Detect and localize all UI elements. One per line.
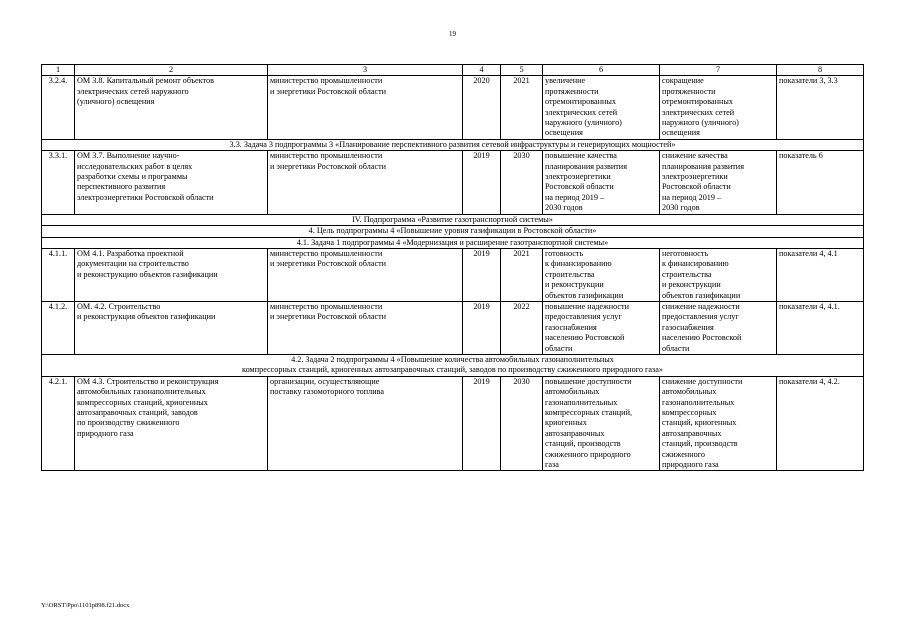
section-heading-row [42, 237, 864, 248]
consequence-cell-line: наружного (уличного) [662, 118, 739, 128]
result-cell-line: станций, производств [545, 439, 621, 449]
result-cell-line: газоснабжения [545, 322, 597, 332]
result-cell-line: протяженности [545, 86, 599, 96]
event-cell-line: электроэнергетики Ростовской области [77, 192, 214, 202]
section-heading-row [42, 226, 864, 237]
result-cell-line: к финансированию [545, 259, 612, 269]
indicators-cell: показатель 6 [777, 151, 864, 214]
event-cell-line: ОМ 3.8. Капитальный ремонт объектов [77, 76, 214, 86]
result-cell-line: электроэнергетики [545, 172, 611, 182]
end-year: 2022 [501, 301, 543, 354]
consequence-cell-line: станций, производств [662, 439, 738, 449]
end-year: 2030 [501, 376, 543, 471]
event-cell-line: по производству сжиженного [77, 418, 180, 428]
start-year: 2019 [463, 248, 501, 301]
result-cell [543, 301, 660, 354]
executor-cell [268, 151, 463, 214]
result-cell-line: населению Ростовской [545, 333, 625, 343]
header-cell: 3 [268, 65, 463, 76]
result-cell-line: газа [545, 460, 559, 470]
result-cell-line: повышение доступности [545, 376, 632, 386]
consequence-cell-line: автозаправочных [662, 428, 722, 438]
consequence-cell-line: Ростовской области [662, 182, 731, 192]
consequence-cell-line: станций, криогенных [662, 418, 737, 428]
event-cell-line: разработки схемы и программы [77, 172, 188, 182]
event-cell-line: перспективного развития [77, 182, 166, 192]
end-year: 2021 [501, 76, 543, 139]
section-heading [42, 354, 864, 376]
indicators-cell: показатели 4, 4.1. [777, 301, 864, 354]
executor-cell [268, 301, 463, 354]
result-cell-line: освещения [545, 128, 583, 138]
plan-table [41, 64, 864, 471]
consequence-cell-line: и реконструкции [662, 280, 721, 290]
event-cell [75, 301, 268, 354]
indicators-cell: показатели 4, 4.1 [777, 248, 864, 301]
consequence-cell-line: предоставления услуг [662, 312, 739, 322]
row-number: 4.1.1. [42, 248, 75, 301]
event-cell-line: исследовательских работ в целях [77, 161, 193, 171]
event-cell-line: автомобильных газонаполнительных [77, 387, 206, 397]
executor-cell-line: министерство промышленности [270, 248, 383, 258]
row-number: 3.2.4. [42, 76, 75, 139]
result-cell-line: области [545, 343, 573, 353]
event-cell [75, 376, 268, 471]
executor-cell-line: и энергетики Ростовской области [270, 161, 387, 171]
header-cell: 4 [463, 65, 501, 76]
event-cell-line: ОМ 3.7. Выполнение научно- [77, 151, 180, 161]
consequence-cell-line: планирования развития [662, 161, 744, 171]
executor-cell [268, 76, 463, 139]
result-cell-line: наружного (уличного) [545, 118, 622, 128]
consequence-cell-line: снижение качества [662, 151, 728, 161]
consequence-cell-line: автомобильных [662, 387, 717, 397]
consequence-cell-line: области [662, 343, 690, 353]
section-heading: 4. Цель подпрограммы 4 «Повышение уровня газификации в Ростовской области» [42, 226, 864, 237]
section-heading-row [42, 354, 864, 376]
row-number: 3.3.1. [42, 151, 75, 214]
result-cell-line: отремонтированных [545, 97, 616, 107]
result-cell-line: компрессорных станций, [545, 408, 632, 417]
event-cell-line: ОМ 4.1. Разработка проектной [77, 248, 184, 258]
consequence-cell-line: строительства [662, 269, 712, 279]
result-cell-line: криогенных [545, 418, 587, 428]
row-number: 4.2.1. [42, 376, 75, 471]
section-heading: 3.3. Задача 3 подпрограммы 3 «Планирование перспективного развития сетевой инфраструктуры и генерирующих мощностей» [42, 139, 864, 150]
event-cell-line: ОМ 4.3. Строительство и реконструкция [77, 376, 219, 386]
event-cell-line: и реконструкцию объектов газификации [77, 269, 218, 279]
consequence-cell [660, 76, 777, 139]
section-heading: 4.1. Задача 1 подпрограммы 4 «Модернизация и расширение газотранспортной системы» [42, 237, 864, 248]
table-row [42, 301, 864, 354]
executor-cell [268, 248, 463, 301]
executor-cell-line: министерство промышленности [270, 76, 383, 86]
table-row [42, 248, 864, 301]
result-cell-line: объектов газификации [545, 290, 624, 300]
result-cell-line: электрических сетей [545, 107, 618, 117]
event-cell-line: (уличного) освещения [77, 97, 155, 107]
consequence-cell-line: освещения [662, 128, 700, 138]
start-year: 2019 [463, 151, 501, 214]
consequence-cell-line: снижение надежности [662, 301, 740, 311]
header-cell: 7 [660, 65, 777, 76]
event-cell [75, 248, 268, 301]
start-year: 2020 [463, 76, 501, 139]
consequence-cell-line: на период 2019 – [662, 192, 722, 202]
result-cell-line: повышение качества [545, 151, 617, 161]
event-cell-line: природного газа [77, 428, 134, 438]
consequence-cell-line: неготовность [662, 248, 709, 258]
consequence-cell-line: объектов газификации [662, 290, 741, 300]
consequence-cell-line: компрессорных [662, 408, 717, 417]
executor-cell-line: поставку газомоторного топлива [270, 387, 385, 397]
table-body [42, 65, 864, 471]
event-cell-line: и реконструкция объектов газификации [77, 312, 216, 322]
section-heading-row [42, 214, 864, 225]
consequence-cell [660, 151, 777, 214]
header-cell: 6 [543, 65, 660, 76]
row-number: 4.1.2. [42, 301, 75, 354]
executor-cell-line: и энергетики Ростовской области [270, 259, 387, 269]
consequence-cell-line: 2030 годов [662, 203, 700, 213]
table-row [42, 76, 864, 139]
result-cell [543, 376, 660, 471]
result-cell-line: планирования развития [545, 161, 627, 171]
consequence-cell-line: газоснабжения [662, 322, 714, 332]
result-cell-line: на период 2019 – [545, 192, 605, 202]
consequence-cell-line: электрических сетей [662, 107, 735, 117]
table-row [42, 151, 864, 214]
event-cell-line: документации на строительство [77, 259, 189, 269]
result-cell-line: автомобильных [545, 387, 600, 397]
consequence-cell [660, 301, 777, 354]
event-cell-line: компрессорных станций, криогенных [77, 397, 208, 407]
result-cell [543, 248, 660, 301]
indicators-cell: показатели 3, 3.3 [777, 76, 864, 139]
section-heading: IV. Подпрограмма «Развитие газотранспортной системы» [42, 214, 864, 225]
consequence-cell-line: природного газа [662, 460, 719, 470]
event-cell-line: автозаправочных станций, заводов [77, 408, 198, 417]
consequence-cell-line: населению Ростовской [662, 333, 742, 343]
page-number: 19 [449, 30, 456, 38]
result-cell [543, 151, 660, 214]
result-cell-line: повышение надежности [545, 301, 629, 311]
consequence-cell-line: отремонтированных [662, 97, 733, 107]
result-cell-line: газонаполнительных [545, 397, 618, 407]
result-cell-line: и реконструкции [545, 280, 604, 290]
result-cell-line: автозаправочных [545, 428, 605, 438]
event-cell-line: электрических сетей наружного [77, 86, 189, 96]
start-year: 2019 [463, 376, 501, 471]
header-row [42, 65, 864, 76]
header-cell: 1 [42, 65, 75, 76]
result-cell-line: увеличение [545, 76, 586, 86]
end-year: 2021 [501, 248, 543, 301]
consequence-cell-line: сжиженного [662, 449, 705, 459]
consequence-cell-line: сокращение [662, 76, 704, 86]
result-cell-line: готовность [545, 248, 584, 258]
section-heading-line: компрессорных станций, криогенных автозаправочных станций, заводов по производству сжиженного природного газа» [242, 365, 663, 375]
consequence-cell-line: протяженности [662, 86, 716, 96]
consequence-cell-line: газонаполнительных [662, 397, 735, 407]
result-cell [543, 76, 660, 139]
header-cell: 5 [501, 65, 543, 76]
indicators-cell: показатели 4, 4.2. [777, 376, 864, 471]
consequence-cell [660, 376, 777, 471]
event-cell-line: ОМ. 4.2. Строительство [77, 301, 161, 311]
footer-file-path: Y:\ORST\Ppo\1101p898.f21.docx [41, 602, 130, 609]
executor-cell-line: и энергетики Ростовской области [270, 86, 387, 96]
result-cell-line: строительства [545, 269, 595, 279]
start-year: 2019 [463, 301, 501, 354]
section-heading-row [42, 139, 864, 150]
end-year: 2030 [501, 151, 543, 214]
executor-cell-line: министерство промышленности [270, 151, 383, 161]
executor-cell [268, 376, 463, 471]
table-row [42, 376, 864, 471]
result-cell-line: Ростовской области [545, 182, 614, 192]
executor-cell-line: министерство промышленности [270, 301, 383, 311]
executor-cell-line: и энергетики Ростовской области [270, 312, 387, 322]
result-cell-line: сжиженного природного [545, 449, 631, 459]
event-cell [75, 76, 268, 139]
event-cell [75, 151, 268, 214]
result-cell-line: предоставления услуг [545, 312, 622, 322]
result-cell-line: 2030 годов [545, 203, 583, 213]
consequence-cell-line: к финансированию [662, 259, 729, 269]
header-cell: 8 [777, 65, 864, 76]
executor-cell-line: организации, осуществляющие [270, 376, 380, 386]
consequence-cell-line: снижение доступности [662, 376, 743, 386]
header-cell: 2 [75, 65, 268, 76]
consequence-cell [660, 248, 777, 301]
section-heading-line: 4.2. Задача 2 подпрограммы 4 «Повышение количества автомобильных газонаполнительных [291, 354, 614, 364]
consequence-cell-line: электроэнергетики [662, 172, 728, 182]
